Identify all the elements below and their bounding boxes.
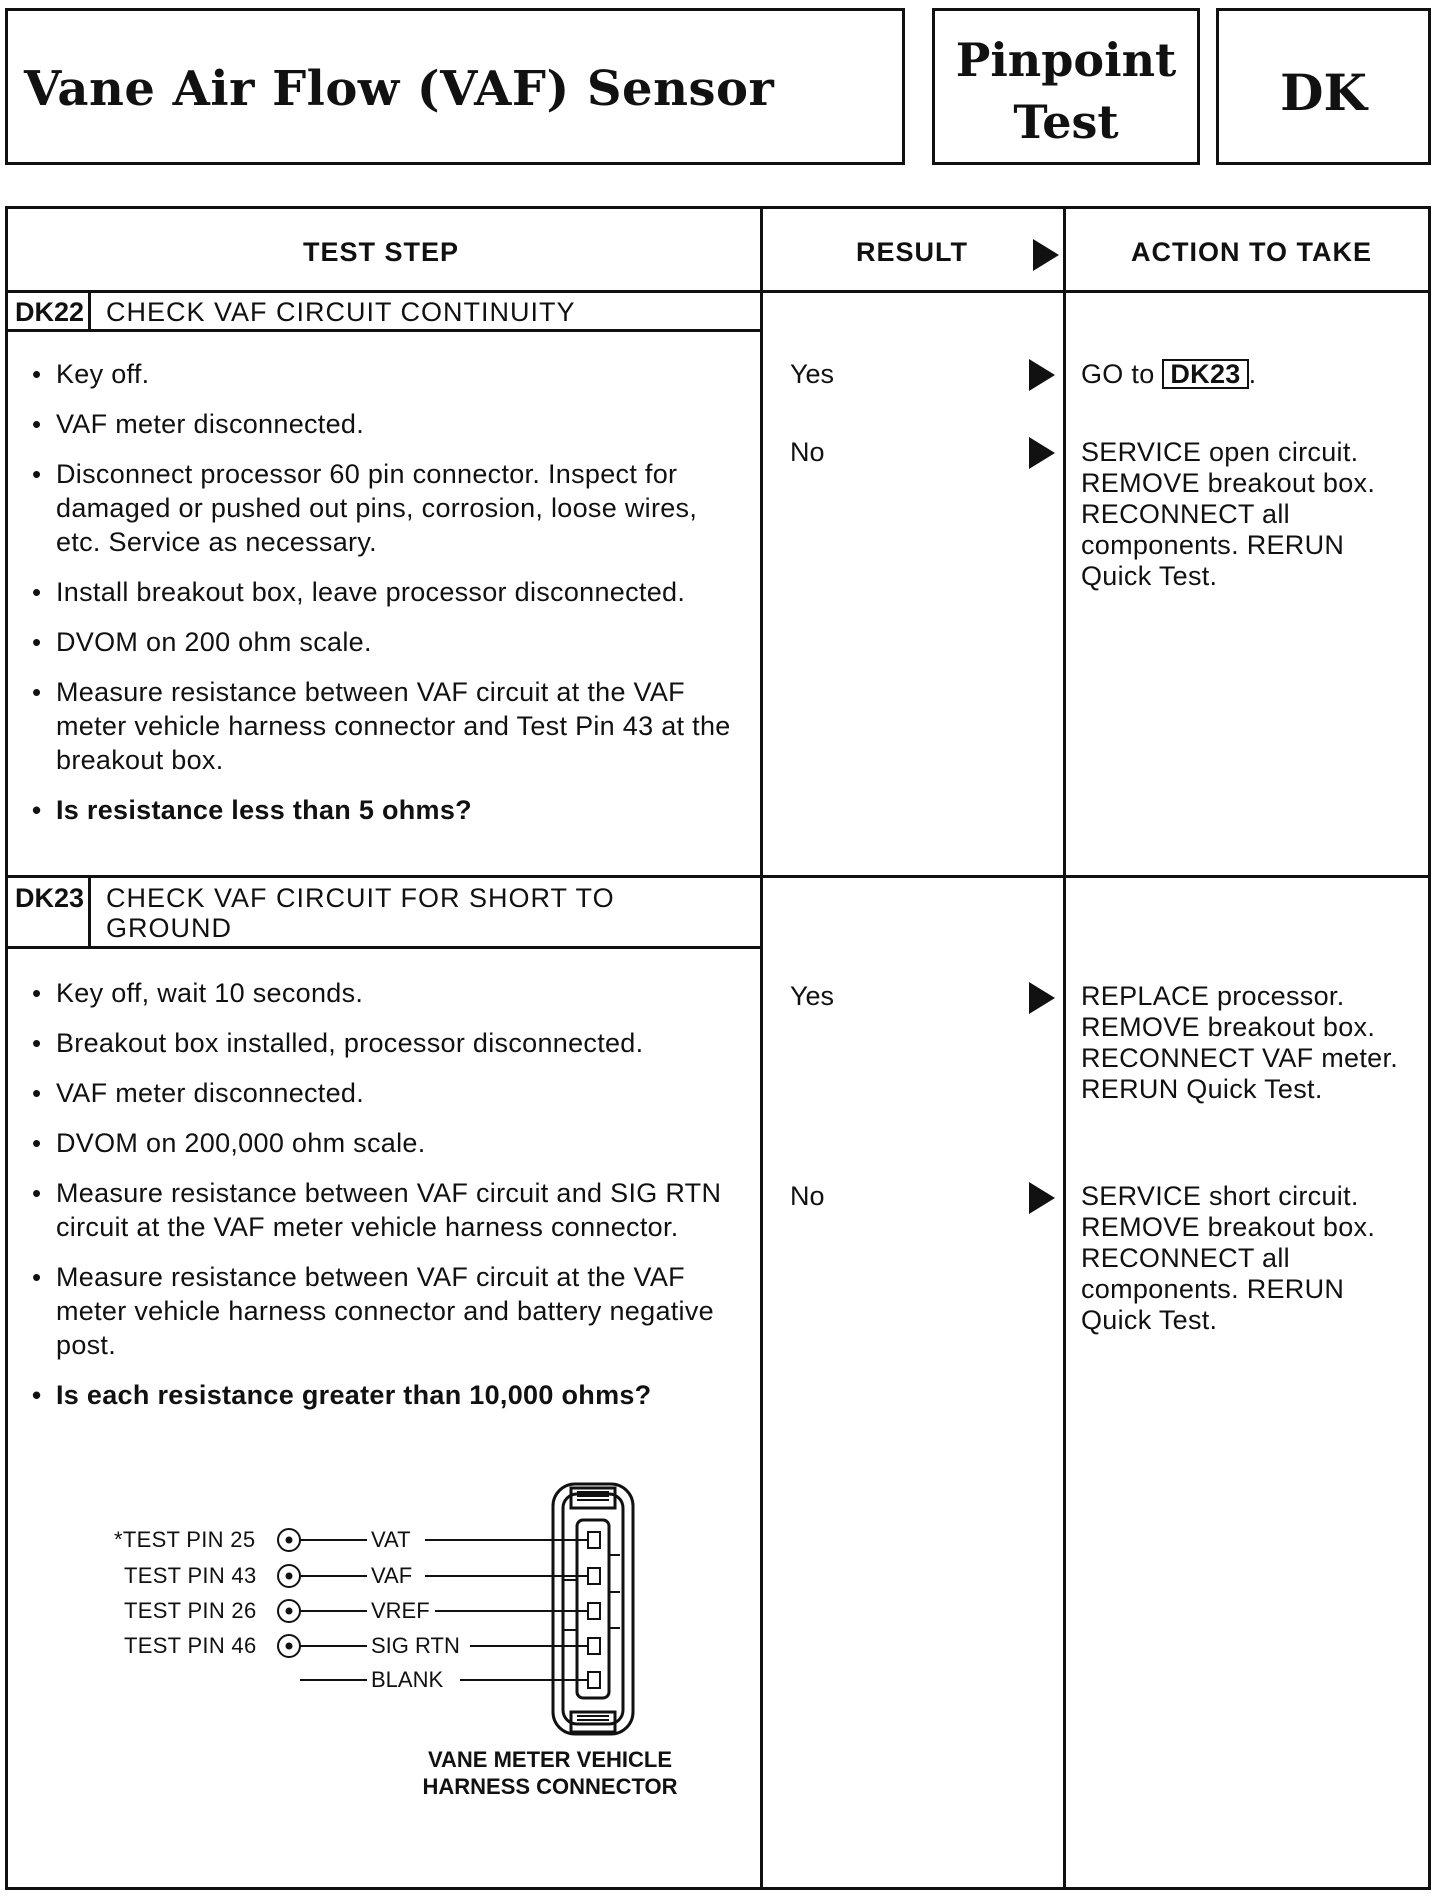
list-item: • Measure resistance between VAF circuit at the VAF meter vehicle harness connector and Test Pin 43 at the breakout box. bbox=[26, 675, 746, 777]
connector-diagram bbox=[90, 1480, 730, 1810]
action-goto-suffix: . bbox=[1248, 359, 1257, 389]
step-dk23-bullets bbox=[26, 976, 746, 1428]
action-goto-prefix: GO to bbox=[1081, 359, 1155, 389]
list-item: • VAF meter disconnected. bbox=[26, 407, 746, 441]
test-type-label bbox=[935, 29, 1197, 153]
pin-label-25: *TEST PIN 25 bbox=[114, 1527, 256, 1552]
step-code-dk23: DK23 bbox=[15, 883, 85, 913]
list-item: • Install breakout box, leave processor disconnected. bbox=[26, 575, 746, 609]
column-divider-2 bbox=[1063, 209, 1066, 1887]
step-code-dk22: DK22 bbox=[15, 297, 85, 327]
step-divider bbox=[8, 875, 1428, 878]
list-item: • Disconnect processor 60 pin connector. Inspect for damaged or pushed out pins, corrosion, loose wires, etc. Service as necessary. bbox=[26, 457, 746, 559]
goto-step-link[interactable]: DK23 bbox=[1162, 359, 1248, 389]
pin-label-43: TEST PIN 43 bbox=[124, 1563, 257, 1588]
caption-line2: HARNESS CONNECTOR bbox=[422, 1774, 678, 1799]
pin-label-26: TEST PIN 26 bbox=[124, 1598, 257, 1623]
list-item: • DVOM on 200 ohm scale. bbox=[26, 625, 746, 659]
step-title-dk22: CHECK VAF CIRCUIT CONTINUITY bbox=[106, 297, 576, 327]
list-item: • DVOM on 200,000 ohm scale. bbox=[26, 1126, 746, 1160]
step-title-dk23: CHECK VAF CIRCUIT FOR SHORT TO GROUND bbox=[106, 883, 615, 943]
column-header-action: ACTION TO TAKE bbox=[1131, 237, 1372, 267]
wire-label-vat: VAT bbox=[371, 1527, 411, 1552]
action-text: SERVICE short circuit. REMOVE breakout box. RECONNECT all components. RERUN Quick Test. bbox=[1081, 1181, 1376, 1335]
step-dk22-code-divider bbox=[88, 293, 91, 329]
step-dk22-bullets bbox=[26, 357, 746, 843]
result-no: No bbox=[790, 1181, 825, 1211]
step-dk23-code-divider bbox=[88, 878, 91, 946]
arrow-icon bbox=[1029, 1182, 1055, 1214]
page-title: Vane Air Flow (VAF) Sensor bbox=[24, 61, 775, 117]
arrow-icon bbox=[1029, 359, 1055, 391]
list-item: • Measure resistance between VAF circuit at the VAF meter vehicle harness connector and battery negative post. bbox=[26, 1260, 746, 1362]
test-code: DK bbox=[1280, 63, 1367, 122]
step-question: • Is resistance less than 5 ohms? bbox=[26, 793, 746, 827]
wire-label-blank: BLANK bbox=[371, 1667, 444, 1692]
action-text: REPLACE processor. REMOVE breakout box. RECONNECT VAF meter. RERUN Quick Test. bbox=[1081, 981, 1399, 1104]
title-box bbox=[5, 8, 905, 165]
result-yes: Yes bbox=[790, 359, 835, 389]
step-question: • Is each resistance greater than 10,000 ohms? bbox=[26, 1378, 746, 1412]
caption-line1: VANE METER VEHICLE bbox=[427, 1747, 673, 1772]
wire-label-vaf: VAF bbox=[371, 1563, 413, 1588]
column-header-test-step: TEST STEP bbox=[303, 237, 460, 267]
list-item: • Measure resistance between VAF circuit and SIG RTN circuit at the VAF meter vehicle harness connector. bbox=[26, 1176, 746, 1244]
column-divider-1 bbox=[760, 209, 763, 1887]
test-type-line2: Test bbox=[1013, 95, 1119, 149]
step-dk22-header-divider bbox=[8, 329, 760, 332]
arrow-icon bbox=[1029, 437, 1055, 469]
pin-label-46: TEST PIN 46 bbox=[124, 1633, 257, 1658]
connector-caption bbox=[400, 1746, 700, 1800]
step-dk23-header-divider bbox=[8, 946, 760, 949]
action-goto bbox=[1081, 359, 1406, 390]
arrow-icon bbox=[1029, 982, 1055, 1014]
wire-label-vref: VREF bbox=[371, 1598, 430, 1623]
list-item: • Breakout box installed, processor disconnected. bbox=[26, 1026, 746, 1060]
test-type-line1: Pinpoint bbox=[955, 33, 1177, 87]
result-arrow-icon bbox=[1033, 239, 1059, 271]
list-item: • Key off, wait 10 seconds. bbox=[26, 976, 746, 1010]
list-item: • Key off. bbox=[26, 357, 746, 391]
column-header-result: RESULT bbox=[856, 237, 968, 267]
test-type-box bbox=[932, 8, 1200, 165]
result-no: No bbox=[790, 437, 825, 467]
header-divider bbox=[8, 290, 1428, 293]
test-code-box bbox=[1216, 8, 1431, 165]
wire-label-sig-rtn: SIG RTN bbox=[371, 1633, 460, 1658]
list-item: • VAF meter disconnected. bbox=[26, 1076, 746, 1110]
action-text: SERVICE open circuit. REMOVE breakout box. RECONNECT all components. RERUN Quick Test. bbox=[1081, 437, 1376, 591]
result-yes: Yes bbox=[790, 981, 835, 1011]
